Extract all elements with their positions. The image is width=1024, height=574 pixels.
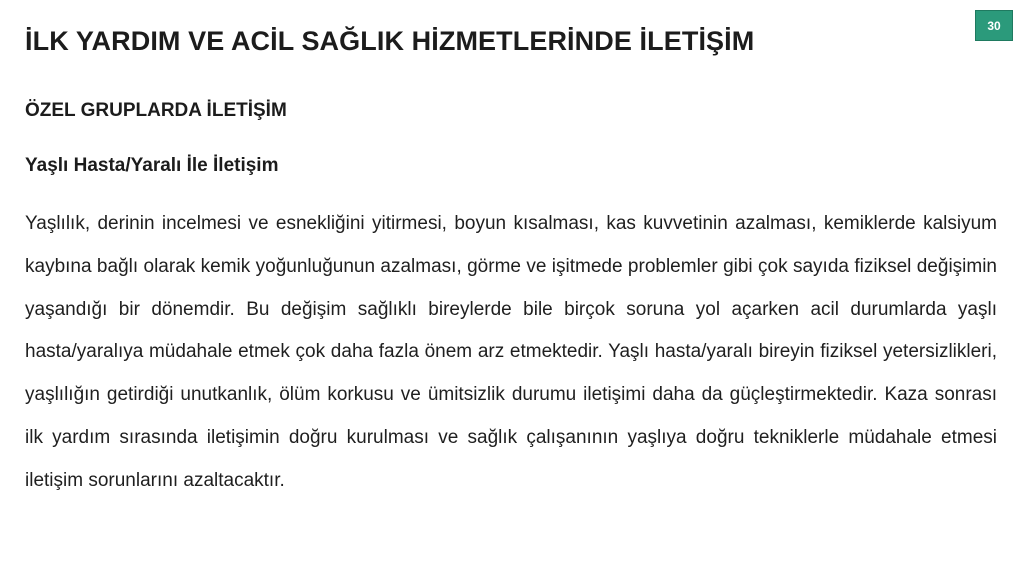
section-heading: ÖZEL GRUPLARDA İLETİŞİM — [25, 100, 287, 121]
sub-heading: Yaşlı Hasta/Yaralı İle İletişim — [25, 155, 279, 176]
page-number-badge: 30 — [975, 10, 1013, 41]
slide-title: İLK YARDIM VE ACİL SAĞLIK HİZMETLERİNDE İLETİŞİM — [25, 26, 755, 56]
body-paragraph: Yaşlılık, derinin incelmesi ve esnekliğini yitirmesi, boyun kısalması, kas kuvvetinin azalması, kemiklerde kalsiyum kaybına bağlı olarak kemik yoğunluğunun azalması, görme ve işitmede problemler gibi çok sayıda fiziksel değişimin yaşandığı bir dönemdir. Bu değişim sağlıklı bireylerde bile birçok soruna yol açarken acil durumlarda yaşlı hasta/yaralıya müdahale etmek çok daha fazla önem arz etmektedir. Yaşlı hasta/yaralı bireyin fiziksel yetersizlikleri, yaşlılığın getirdiği unutkanlık, ölüm korkusu ve ümitsizlik durumu iletişimi daha da güçleştirmektedir. Kaza sonrası ilk yardım sırasında iletişimin doğru kurulması ve sağlık çalışanının yaşlıya doğru tekniklerle müdahale etmesi iletişim sorunlarını azaltacaktır. — [25, 213, 997, 491]
